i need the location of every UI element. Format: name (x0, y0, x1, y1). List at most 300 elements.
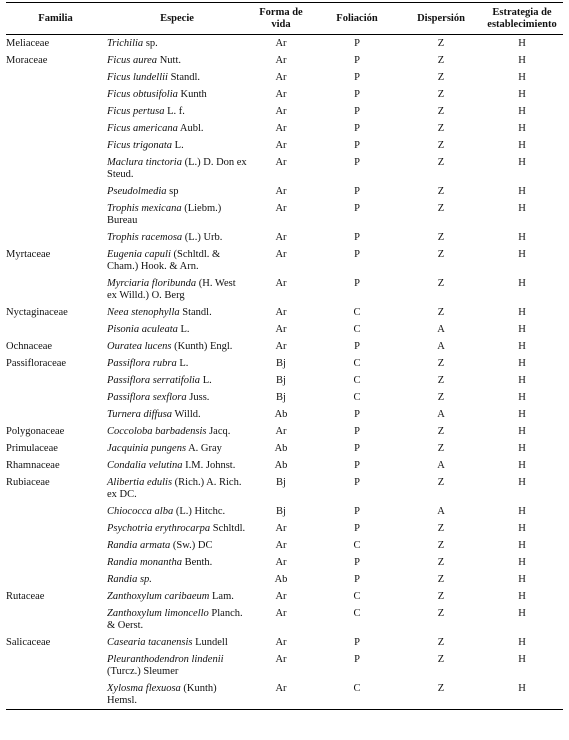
cell-foliacion: P (354, 506, 360, 517)
species-name: Ficus pertusa (107, 106, 165, 117)
species-name: Ficus lundellii (107, 72, 168, 83)
cell-foliacion: C (353, 375, 361, 386)
cell-familia (6, 554, 105, 571)
species-name: Neea stenophylla (107, 307, 180, 318)
species-author: L. f. (164, 106, 185, 117)
header-especie: Especie (105, 3, 249, 35)
header-forma-de-vida: Forma de vida (249, 3, 313, 35)
species-name: Coccoloba barbadensis (107, 426, 207, 437)
cell-dispersion: Z (437, 307, 445, 318)
cell-estrategia: H (518, 72, 526, 83)
species-author: (L.) Hitchc. (173, 506, 226, 517)
species-name: Ficus aurea (107, 55, 158, 66)
cell-foliacion: P (354, 232, 360, 243)
species-author: Standl. (179, 307, 212, 318)
cell-dispersion: A (437, 341, 445, 352)
species-name: Zanthoxylum caribaeum (107, 591, 210, 602)
cell-dispersion: Z (437, 443, 445, 454)
table-row (6, 229, 563, 246)
cell-especie (105, 440, 249, 457)
cell-foliacion: C (353, 540, 361, 551)
species-name: Randia sp. (107, 574, 152, 585)
cell-foliacion: P (354, 443, 360, 454)
species-author: Jacq. (206, 426, 231, 437)
species-name: Alibertia edulis (107, 477, 173, 488)
table-row (6, 183, 563, 200)
table-row (6, 440, 563, 457)
species-name: Zanthoxylum limoncello (107, 608, 209, 619)
cell-familia: Passifloraceae (6, 358, 67, 369)
cell-especie (105, 651, 249, 680)
cell-forma-de-vida: Ar (275, 426, 287, 437)
cell-especie (105, 154, 249, 183)
cell-dispersion: A (437, 409, 445, 420)
cell-estrategia: H (518, 358, 526, 369)
cell-estrategia: H (518, 341, 526, 352)
cell-familia (6, 503, 105, 520)
species-name: Ficus trigonata (107, 140, 173, 151)
cell-dispersion: A (437, 324, 445, 335)
species-name: Eugenia capuli (107, 249, 171, 260)
species-author: (Kunth) Engl. (171, 341, 233, 352)
species-author: (Rich.) A. Rich. ex DC. (107, 477, 242, 500)
cell-dispersion: Z (401, 680, 481, 710)
table-body (6, 35, 563, 710)
cell-estrategia: H (518, 654, 526, 665)
cell-estrategia: H (518, 140, 526, 151)
cell-forma-de-vida: Ar (275, 341, 287, 352)
species-name: Ficus obtusifolia (107, 89, 178, 100)
cell-foliacion: C (353, 324, 361, 335)
cell-especie (105, 680, 249, 710)
table-row (6, 246, 563, 275)
cell-familia: Rhamnaceae (6, 460, 60, 471)
cell-dispersion: Z (437, 106, 445, 117)
species-author: A. Gray (186, 443, 222, 454)
table-row (6, 423, 563, 440)
cell-estrategia: H (518, 392, 526, 403)
species-author: Kunth (177, 89, 207, 100)
cell-dispersion: Z (437, 140, 445, 151)
cell-foliacion: P (354, 557, 360, 568)
cell-familia: Myrtaceae (6, 249, 51, 260)
table-row (6, 474, 563, 503)
cell-dispersion: Z (437, 654, 445, 665)
species-author: (Turcz.) Sleumer (107, 666, 179, 677)
species-author: Lam. (209, 591, 234, 602)
cell-especie (105, 571, 249, 588)
species-name: Passiflora sexflora (107, 392, 187, 403)
species-name: Trophis mexicana (107, 203, 182, 214)
cell-familia: Moraceae (6, 55, 48, 66)
species-name: Trophis racemosa (107, 232, 183, 243)
cell-estrategia: H (481, 680, 563, 710)
cell-familia (6, 389, 105, 406)
table-row (6, 86, 563, 103)
species-author: L. (177, 324, 190, 335)
cell-forma-de-vida: Ar (275, 203, 287, 214)
table-row (6, 355, 563, 372)
cell-dispersion: Z (437, 574, 445, 585)
table-row (6, 520, 563, 537)
cell-foliacion: P (354, 89, 360, 100)
cell-familia (6, 537, 105, 554)
cell-familia (6, 120, 105, 137)
species-author: (H. West ex Willd.) O. Berg (107, 278, 236, 301)
cell-especie (105, 52, 249, 69)
cell-foliacion: C (353, 392, 361, 403)
cell-especie (105, 137, 249, 154)
cell-especie (105, 200, 249, 229)
cell-familia (6, 406, 105, 423)
cell-foliacion: P (354, 106, 360, 117)
cell-dispersion: Z (437, 477, 445, 488)
cell-especie (105, 86, 249, 103)
cell-estrategia: H (518, 324, 526, 335)
cell-dispersion: Z (437, 72, 445, 83)
cell-especie (105, 304, 249, 321)
species-name: Turnera diffusa (107, 409, 173, 420)
cell-familia (6, 651, 105, 680)
species-name: Randia armata (107, 540, 171, 551)
table-row (6, 304, 563, 321)
cell-familia: Rubiaceae (6, 477, 50, 488)
cell-forma-de-vida: Ar (275, 72, 287, 83)
cell-especie (105, 474, 249, 503)
cell-especie (105, 229, 249, 246)
cell-foliacion: P (354, 38, 360, 49)
cell-dispersion: Z (437, 123, 445, 134)
cell-estrategia: H (518, 443, 526, 454)
cell-forma-de-vida: Ab (274, 574, 288, 585)
table-row (6, 69, 563, 86)
cell-dispersion: Z (437, 540, 445, 551)
cell-estrategia: H (518, 232, 526, 243)
cell-estrategia: H (518, 477, 526, 488)
cell-estrategia: H (518, 186, 526, 197)
cell-familia: Rutaceae (6, 591, 45, 602)
table-row (6, 200, 563, 229)
species-author: Schltdl. (210, 523, 246, 534)
table-row (6, 372, 563, 389)
cell-dispersion: Z (437, 591, 445, 602)
cell-familia: Salicaceae (6, 637, 51, 648)
cell-estrategia: H (518, 540, 526, 551)
species-author: (Sw.) DC (170, 540, 213, 551)
cell-especie (105, 35, 249, 53)
species-name: Passiflora serratifolia (107, 375, 201, 386)
header-foliacion: Foliación (313, 3, 401, 35)
cell-forma-de-vida: Ar (275, 106, 287, 117)
cell-familia: Primulaceae (6, 443, 58, 454)
table-row (6, 680, 563, 710)
cell-forma-de-vida: Ar (275, 307, 287, 318)
cell-forma-de-vida: Ar (275, 654, 287, 665)
cell-dispersion: Z (437, 358, 445, 369)
cell-dispersion: Z (437, 38, 445, 49)
species-name: Myrciaria floribunda (107, 278, 197, 289)
table-row (6, 52, 563, 69)
cell-foliacion: P (354, 637, 360, 648)
header-row (6, 3, 563, 35)
cell-estrategia: H (518, 38, 526, 49)
cell-forma-de-vida: Bj (276, 375, 286, 386)
cell-estrategia: H (518, 307, 526, 318)
cell-dispersion: Z (437, 89, 445, 100)
species-name: Trichilia (107, 38, 144, 49)
cell-especie (105, 103, 249, 120)
cell-forma-de-vida: Ar (275, 38, 287, 49)
cell-especie (105, 246, 249, 275)
header-estrategia: Estrategia de establecimiento (481, 3, 563, 35)
table-row (6, 634, 563, 651)
table-row (6, 571, 563, 588)
cell-foliacion: P (354, 574, 360, 585)
cell-forma-de-vida: Ar (275, 557, 287, 568)
cell-familia: Meliaceae (6, 38, 50, 49)
cell-especie (105, 423, 249, 440)
species-author: (L.) D. Don ex Steud. (107, 157, 247, 180)
table-row (6, 389, 563, 406)
cell-dispersion: Z (437, 375, 445, 386)
cell-forma-de-vida: Ab (274, 409, 288, 420)
cell-estrategia: H (518, 123, 526, 134)
species-author: Planch. & Oerst. (107, 608, 243, 631)
species-author: sp (166, 186, 179, 197)
table-row (6, 537, 563, 554)
cell-forma-de-vida: Ar (275, 186, 287, 197)
cell-estrategia: H (518, 55, 526, 66)
cell-especie (105, 588, 249, 605)
cell-foliacion: P (354, 278, 360, 289)
cell-forma-de-vida: Bj (276, 358, 286, 369)
cell-forma-de-vida: Ar (275, 523, 287, 534)
table-row (6, 554, 563, 571)
cell-especie (105, 355, 249, 372)
cell-estrategia: H (518, 89, 526, 100)
cell-estrategia: H (518, 157, 526, 168)
table-row (6, 651, 563, 680)
cell-foliacion: P (354, 341, 360, 352)
species-author: Juss. (186, 392, 210, 403)
species-author: L. (176, 358, 189, 369)
cell-especie (105, 503, 249, 520)
cell-forma-de-vida: Ar (275, 89, 287, 100)
cell-especie (105, 338, 249, 355)
cell-especie (105, 554, 249, 571)
species-table (6, 2, 563, 710)
species-author: L. (200, 375, 212, 386)
species-name: Pseudolmedia (107, 186, 167, 197)
cell-forma-de-vida: Ar (275, 540, 287, 551)
cell-estrategia: H (518, 106, 526, 117)
cell-especie (105, 457, 249, 474)
cell-familia (6, 229, 105, 246)
species-name: Casearia tacanensis (107, 637, 193, 648)
cell-dispersion: Z (437, 523, 445, 534)
cell-foliacion: P (354, 523, 360, 534)
cell-dispersion: Z (437, 557, 445, 568)
species-name: Ouratea lucens (107, 341, 172, 352)
cell-dispersion: A (437, 460, 445, 471)
table-row (6, 321, 563, 338)
species-author: Standl. (167, 72, 201, 83)
header-dispersion: Dispersión (401, 3, 481, 35)
cell-estrategia: H (518, 409, 526, 420)
table-row (6, 457, 563, 474)
cell-forma-de-vida: Ar (275, 232, 287, 243)
species-author: (L.) Urb. (182, 232, 223, 243)
species-name: Passiflora rubra (107, 358, 177, 369)
cell-dispersion: Z (437, 232, 445, 243)
cell-foliacion: C (353, 307, 361, 318)
cell-estrategia: H (518, 591, 526, 602)
species-name: Xylosma flexuosa (107, 683, 181, 694)
cell-foliacion: P (354, 409, 360, 420)
table-row (6, 35, 563, 53)
cell-foliacion: P (354, 249, 360, 260)
cell-forma-de-vida: Ar (275, 157, 287, 168)
cell-forma-de-vida: Ab (274, 443, 288, 454)
table-row (6, 154, 563, 183)
table-row (6, 406, 563, 423)
cell-dispersion: Z (437, 186, 445, 197)
table-row (6, 120, 563, 137)
species-author: (Schltdl. & Cham.) Hook. & Arn. (107, 249, 221, 272)
cell-foliacion: C (353, 608, 361, 619)
cell-estrategia: H (518, 637, 526, 648)
table-row (6, 275, 563, 304)
cell-especie (105, 321, 249, 338)
species-name: Pleuranthodendron lindenii (107, 654, 224, 665)
table-row (6, 137, 563, 154)
cell-forma-de-vida: Ar (275, 249, 287, 260)
cell-estrategia: H (518, 506, 526, 517)
species-author: L. (172, 140, 184, 151)
cell-foliacion: P (354, 477, 360, 488)
cell-estrategia: H (518, 460, 526, 471)
cell-dispersion: A (437, 506, 445, 517)
table-header (6, 3, 563, 35)
species-name: Jacquinia pungens (107, 443, 187, 454)
cell-familia (6, 275, 105, 304)
cell-familia (6, 520, 105, 537)
cell-foliacion: P (354, 55, 360, 66)
species-name: Ficus americana (107, 123, 178, 134)
cell-forma-de-vida: Bj (276, 477, 286, 488)
cell-foliacion: P (354, 123, 360, 134)
cell-foliacion: P (354, 654, 360, 665)
cell-familia (6, 200, 105, 229)
species-author: Benth. (181, 557, 213, 568)
cell-forma-de-vida: Ar (275, 123, 287, 134)
cell-especie (105, 372, 249, 389)
cell-dispersion: Z (437, 392, 445, 403)
cell-familia (6, 680, 105, 710)
cell-estrategia: H (518, 574, 526, 585)
cell-especie (105, 634, 249, 651)
cell-foliacion: P (354, 72, 360, 83)
cell-forma-de-vida: Ar (275, 591, 287, 602)
cell-foliacion: P (354, 186, 360, 197)
cell-familia (6, 605, 105, 634)
cell-estrategia: H (518, 203, 526, 214)
table-row (6, 338, 563, 355)
cell-forma-de-vida: Ar (275, 278, 287, 289)
cell-familia (6, 183, 105, 200)
cell-forma-de-vida: Ar (275, 55, 287, 66)
cell-dispersion: Z (437, 278, 445, 289)
cell-foliacion: P (354, 157, 360, 168)
cell-foliacion: C (353, 358, 361, 369)
cell-familia (6, 137, 105, 154)
cell-forma-de-vida: Ar (275, 140, 287, 151)
cell-especie (105, 69, 249, 86)
cell-especie (105, 520, 249, 537)
cell-dispersion: Z (437, 637, 445, 648)
species-name: Maclura tinctoria (107, 157, 182, 168)
table-row (6, 605, 563, 634)
species-author: I.M. Johnst. (182, 460, 236, 471)
cell-foliacion: P (354, 460, 360, 471)
cell-familia: Polygonaceae (6, 426, 65, 437)
cell-estrategia: H (518, 278, 526, 289)
species-name: Psychotria erythrocarpa (107, 523, 211, 534)
cell-dispersion: Z (437, 157, 445, 168)
table-row (6, 588, 563, 605)
species-author: sp. (143, 38, 158, 49)
cell-dispersion: Z (437, 203, 445, 214)
cell-familia (6, 321, 105, 338)
species-author: (Liebm.) Bureau (107, 203, 222, 226)
cell-familia (6, 154, 105, 183)
cell-dispersion: Z (437, 55, 445, 66)
cell-dispersion: Z (437, 426, 445, 437)
cell-especie (105, 537, 249, 554)
cell-forma-de-vida: Ar (275, 637, 287, 648)
species-name: Pisonia aculeata (107, 324, 178, 335)
species-name: Randia monantha (107, 557, 182, 568)
cell-dispersion: Z (437, 608, 445, 619)
cell-especie (105, 389, 249, 406)
cell-familia: Nyctaginaceae (6, 307, 68, 318)
cell-especie (105, 406, 249, 423)
cell-forma-de-vida: Bj (276, 506, 286, 517)
cell-estrategia: H (518, 557, 526, 568)
cell-familia (6, 571, 105, 588)
cell-foliacion: C (313, 680, 401, 710)
cell-familia (6, 69, 105, 86)
table-row (6, 503, 563, 520)
cell-estrategia: H (518, 375, 526, 386)
cell-estrategia: H (518, 426, 526, 437)
cell-foliacion: P (354, 203, 360, 214)
cell-forma-de-vida: Bj (276, 392, 286, 403)
species-author: Lundell (192, 637, 228, 648)
cell-especie (105, 275, 249, 304)
cell-dispersion: Z (437, 249, 445, 260)
species-author: Nutt. (157, 55, 181, 66)
cell-familia (6, 86, 105, 103)
species-name: Chiococca alba (107, 506, 174, 517)
cell-foliacion: P (354, 426, 360, 437)
cell-foliacion: C (353, 591, 361, 602)
cell-especie (105, 605, 249, 634)
cell-familia: Ochnaceae (6, 341, 53, 352)
cell-forma-de-vida: Ar (275, 608, 287, 619)
cell-estrategia: H (518, 523, 526, 534)
species-author: (Kunth) Hemsl. (107, 683, 217, 706)
